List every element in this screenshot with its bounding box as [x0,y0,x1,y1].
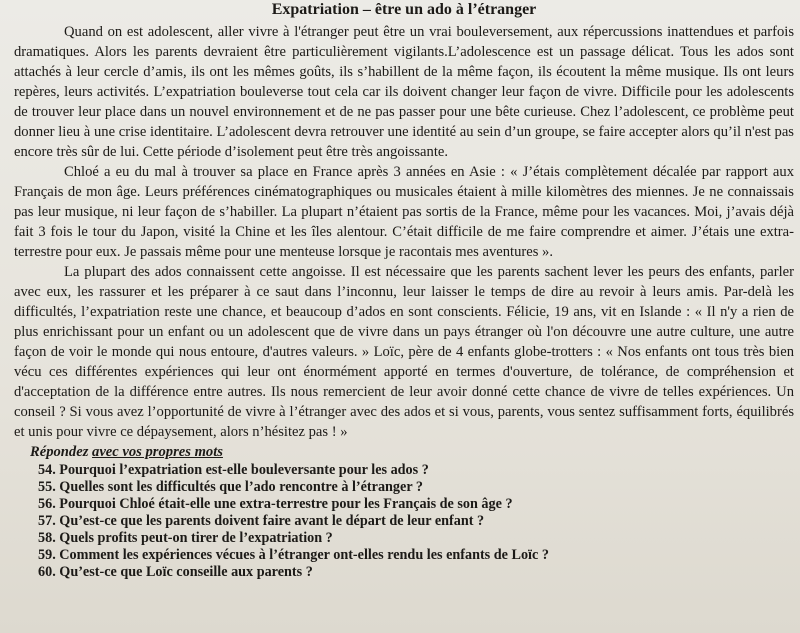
question-54: 54. Pourquoi l’expatriation est-elle bouleversante pour les ados ? [38,462,429,478]
instructions-underlined: avec vos propres mots [92,444,223,460]
question-59: 59. Comment les expériences vécues à l’étranger ont-elles rendu les enfants de Loïc ? [38,547,549,563]
question-55: 55. Quelles sont les difficultés que l’ado rencontre à l’étranger ? [38,479,423,495]
paragraph-testimonials: La plupart des ados connaissent cette angoisse. Il est nécessaire que les parents sachent lever les peurs des enfants, parler avec eux, les rassurer et les préparer à ce saut dans l’inconnu, leur laisser le temps de dire au revoir à leurs amis. Par-delà les difficultés, l’expatriation reste une chance, et beaucoup d’ados en sont conscients. Félicie, 19 ans, vit en Islande : « Il n'y a rien de plus enrichissant pour un enfant ou un adolescent que de vivre dans un pays étranger où l'on découvre une autre culture, une autre façon de voir le monde qui nous entoure, d'autres valeurs. » Loïc, père de 4 enfants globe-trotters : « Nos enfants ont tous très bien vécu ces différentes expériences qui leur ont énormément apporté en termes d'ouverture, de tolérance, de compréhension et d'acceptation de la différence entre autres. Ils nous remercient de leur avoir donné cette chance de vivre de telles expériences. Un conseil ? Si vous avez l’opportunité de vivre à l’étranger avec des ados et si vous, parents, vous sentez suffisamment forts, équilibrés et unis pour vivre ce dépaysement, alors n’hésitez pas ! » [14,264,794,440]
question-60: 60. Qu’est-ce que Loïc conseille aux parents ? [38,564,313,580]
question-57: 57. Qu’est-ce que les parents doivent faire avant le départ de leur enfant ? [38,513,485,529]
question-56: 56. Pourquoi Chloé était-elle une extra-terrestre pour les Français de son âge ? [38,496,513,512]
instructions-prefix: Répondez [30,444,93,460]
paragraph-intro: Quand on est adolescent, aller vivre à l'étranger peut être un vrai bouleversement, aux répercussions inattendues et parfois dramatiques. Alors les parents devraient être particulièrement vigilants.L’adolescence est un passage délicat. Tous les ados sont attachés à leur cercle d’amis, ils ont les mêmes goûts, ils s’habillent de la même façon, ils écoutent la même musique. Ils ont leurs repères, leurs activités. L’expatriation bouleverse tout cela car ils doivent changer leur façon de vivre. Difficile pour les adolescents de trouver leur place dans un nouvel environnement et de ne pas passer pour une bête curieuse. Chez l’adolescent, ce problème peut donner lieu à une crise identitaire. L’adolescent devra retrouver une identité au sein d’un groupe, se faire accepter alors qu’il n'est pas encore très sûr de lui. Cette période d’isolement peut être très angoissante. [14,24,794,160]
document-title: Expatriation – être un ado à l’étranger [271,1,537,18]
paragraph-chloe: Chloé a eu du mal à trouver sa place en France après 3 années en Asie : « J’étais complètement décalée par rapport aux Français de mon âge. Leurs préférences cinématographiques ou musicales étaient à mille kilomètres des miennes. Je ne connaissais pas leur musique, ni leur façon de s’habiller. La plupart n’étaient pas sortis de la France, même pour les vacances. Moi, j’avais déjà fait 3 fois le tour du Japon, visité la Chine et les îles alentour. C’était difficile de me faire comprendre et aimer. J’étais une extra-terrestre pour eux. Je passais même pour une menteuse lorsque je racontais mes aventures ». [14,164,794,260]
instructions [30,443,794,462]
question-58: 58. Quels profits peut-on tirer de l’expatriation ? [38,530,333,546]
question-list [14,462,794,581]
